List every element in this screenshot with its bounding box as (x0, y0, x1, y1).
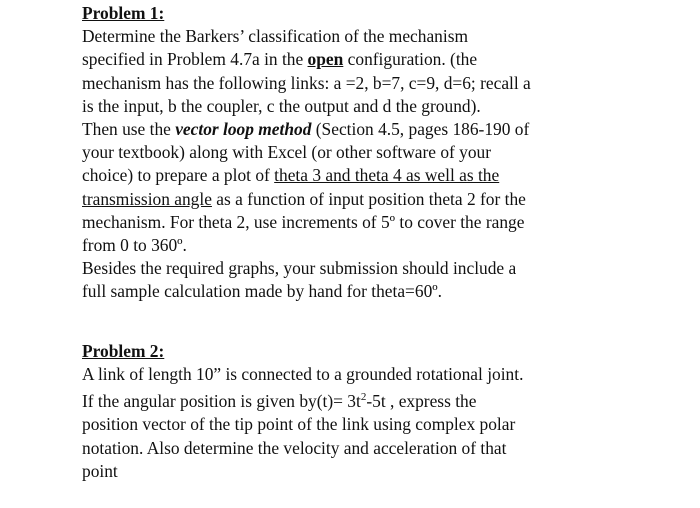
problem-2-line-1: A link of length 10” is connected to a grounded rotational joint. (82, 364, 524, 385)
exponent: 2 (360, 391, 367, 404)
problem-2 (82, 340, 682, 483)
problem-1-line-1: Determine the Barkers’ classification of the mechanism (82, 26, 468, 47)
problem-1-line-5-a: Then use the (82, 119, 176, 140)
problem-2-line-2-b: -5t , express the (366, 391, 477, 412)
transmission-angle-emphasis: transmission angle (82, 188, 212, 209)
problem-1-line-4: is the input, b the coupler, c the output and d the ground). (82, 95, 481, 116)
problem-1-line-3: mechanism has the following links: a =2, b=7, c=9, d=6; recall a (82, 72, 531, 93)
problem-1-line-6: your textbook) along with Excel (or other software of your (82, 142, 492, 163)
problem-1-line-9: mechanism. For theta 2, use increments of 5º to cover the range (82, 211, 525, 232)
problem-1-line-8 (82, 188, 682, 211)
problem-2-line-2-a: If the angular position is given by(t)= 3t (82, 391, 361, 412)
problem-1-line-12: full sample calculation made by hand for theta=60º. (82, 281, 442, 302)
problem-1-line-8-b: as a function of input position theta 2 for the (211, 188, 526, 209)
problem-1-line-5-c: (Section 4.5, pages 186-190 of (311, 119, 530, 140)
problem-2-heading: Problem 2: (82, 341, 165, 361)
problem-1-line-11: Besides the required graphs, your submission should include a (82, 258, 517, 279)
problem-1-line-10: from 0 to 360º. (82, 235, 187, 256)
problem-2-line-3: position vector of the tip point of the link using complex polar (82, 414, 516, 435)
problem-1-line-7 (82, 164, 682, 187)
problem-1-line-7-a: choice) to prepare a plot of (82, 165, 275, 186)
problem-2-line-5: point (82, 460, 118, 481)
vector-loop-emphasis: vector loop method (175, 119, 312, 140)
theta-emphasis: theta 3 and theta 4 as well as the (274, 165, 500, 186)
problem-1-line-2-c: configuration. (the (343, 49, 478, 70)
problem-2-line-4: notation. Also determine the velocity and acceleration of that (82, 437, 507, 458)
problem-2-line-2 (82, 386, 682, 413)
problem-1-line-2 (82, 48, 682, 71)
problem-1-line-2-a: specified in Problem 4.7a in the (82, 49, 308, 70)
open-emphasis: open (307, 49, 344, 70)
problem-1-line-5 (82, 118, 682, 141)
problem-1-heading: Problem 1: (82, 3, 165, 23)
problem-1 (82, 2, 682, 304)
